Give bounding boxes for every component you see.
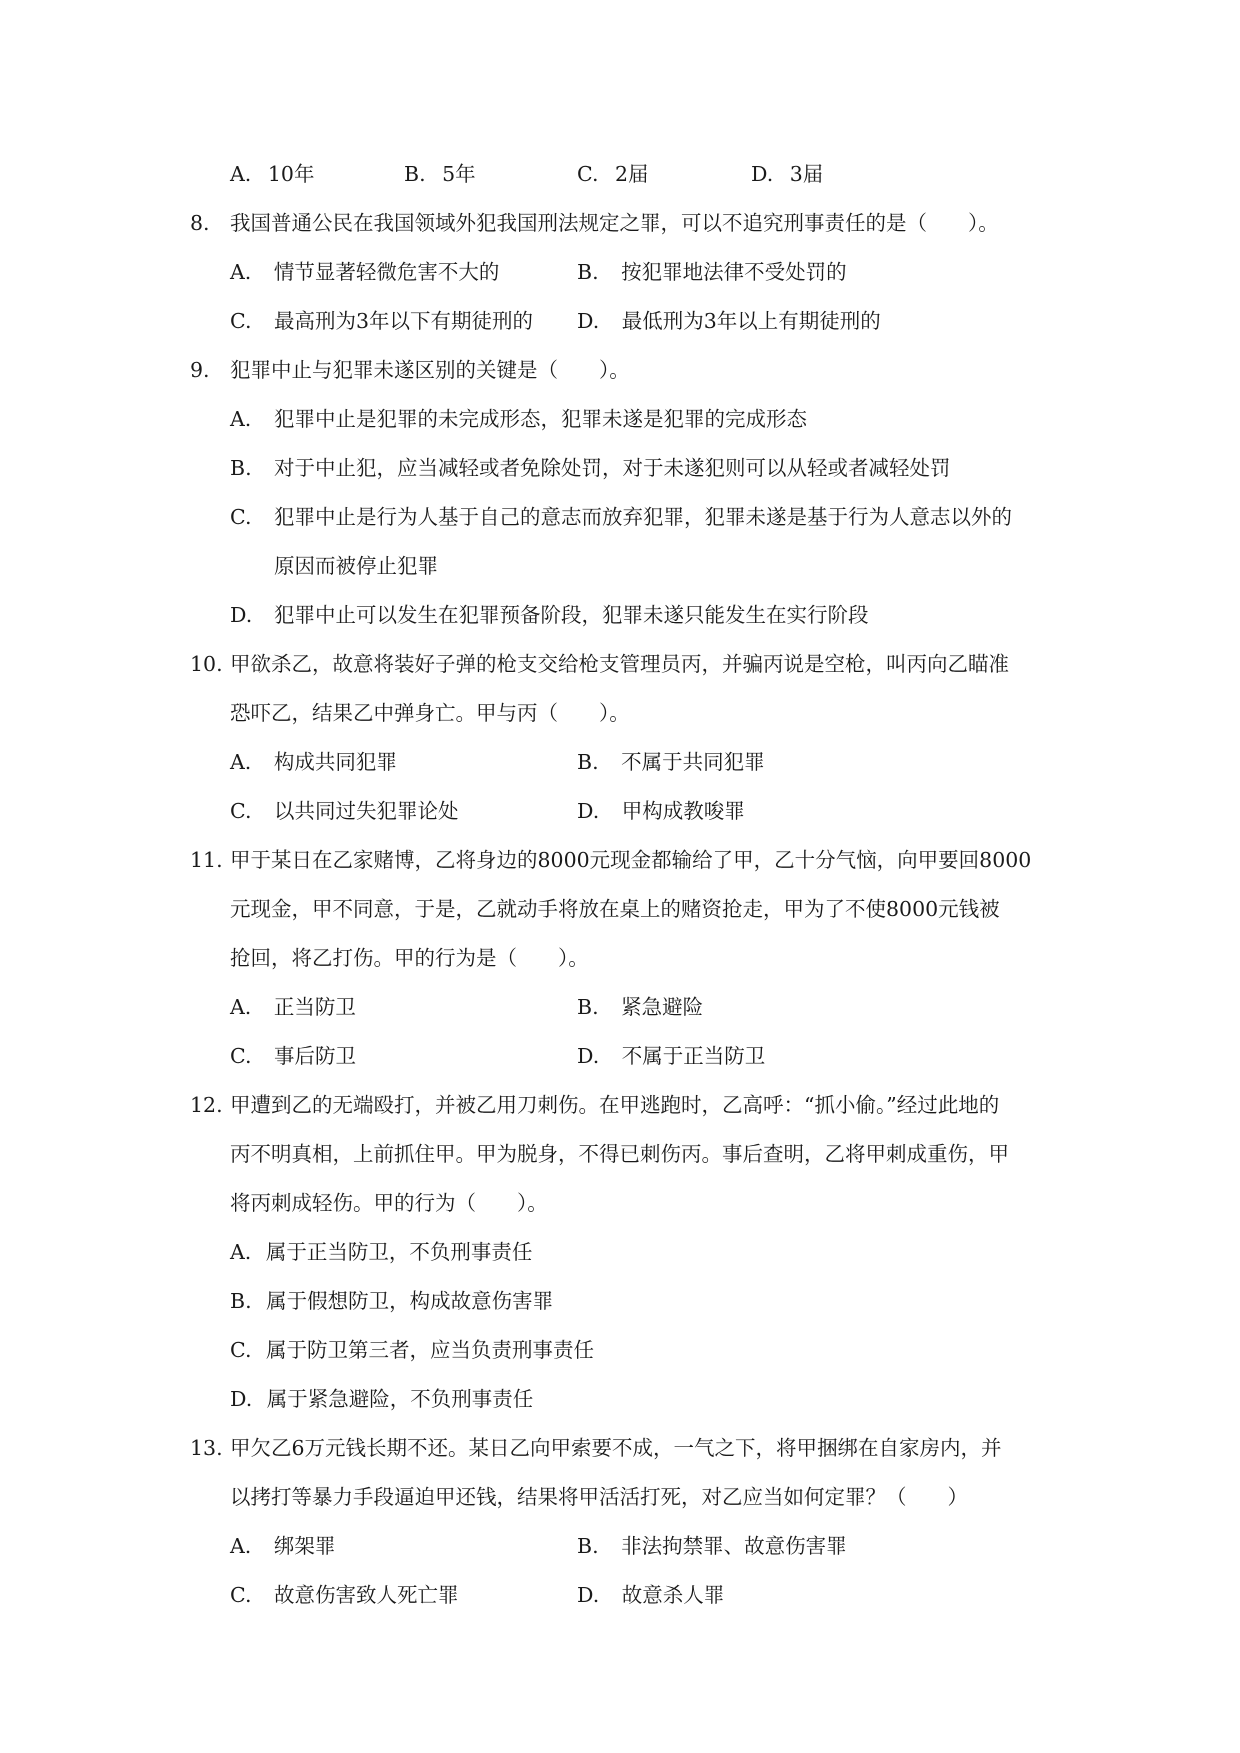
- option-text: 犯罪中止是行为人基于自己的意志而放弃犯罪，犯罪未遂是基于行为人意志以外的: [274, 505, 1012, 529]
- option-text: 最高刑为3年以下有期徒刑的: [274, 309, 534, 333]
- option-text: 事后防卫: [274, 1044, 357, 1068]
- option-letter: C.: [230, 1044, 252, 1068]
- option-text: 对于中止犯，应当减轻或者免除处罚，对于未遂犯则可以从轻或者减轻处罚: [274, 456, 951, 480]
- option-text: 属于正当防卫，不负刑事责任: [265, 1240, 533, 1264]
- option-letter: B.: [577, 750, 599, 774]
- option-letter: C.: [230, 309, 252, 333]
- q9-option-c: [230, 503, 1012, 531]
- option-letter: C.: [230, 1338, 252, 1362]
- q10-number: 10.: [190, 652, 223, 676]
- q7-option-a: [230, 160, 314, 188]
- option-letter: A.: [230, 995, 252, 1019]
- option-text: 最低刑为3年以上有期徒刑的: [621, 309, 881, 333]
- option-text: 不属于正当防卫: [621, 1044, 766, 1068]
- q9-option-c-continuation: 原因而被停止犯罪: [274, 554, 438, 578]
- option-letter: C.: [230, 799, 252, 823]
- option-letter: A.: [230, 1240, 252, 1264]
- q11-stem-line-2: 元现金，甲不同意，于是，乙就动手将放在桌上的赌资抢走，甲为了不使8000元钱被: [230, 897, 1000, 921]
- option-letter: C.: [230, 505, 252, 529]
- option-text: 正当防卫: [273, 995, 356, 1019]
- option-text: 2届: [615, 162, 649, 186]
- q10-option-b: [577, 748, 765, 776]
- option-text: 故意杀人罪: [621, 1583, 725, 1607]
- q10-stem-line-2: 恐吓乙，结果乙中弹身亡。甲与丙（ ）。: [230, 701, 630, 725]
- q10-option-a: [230, 748, 397, 776]
- option-text: 犯罪中止可以发生在犯罪预备阶段，犯罪未遂只能发生在实行阶段: [274, 603, 869, 627]
- option-text: 10年: [267, 162, 315, 186]
- q11-option-d: [577, 1042, 765, 1070]
- q7-option-d: [751, 160, 823, 188]
- option-letter: B.: [577, 1534, 599, 1558]
- q10-option-d: [577, 797, 745, 825]
- option-text: 不属于共同犯罪: [621, 750, 765, 774]
- q11-stem-line-1: 甲于某日在乙家赌博，乙将身边的8000元现金都输给了甲，乙十分气恼，向甲要回8000: [230, 848, 1032, 872]
- option-text: 属于紧急避险，不负刑事责任: [266, 1387, 534, 1411]
- option-text: 按犯罪地法律不受处罚的: [621, 260, 847, 284]
- option-letter: D.: [577, 799, 600, 823]
- q9-number: 9.: [190, 358, 210, 382]
- option-text: 紧急避险: [621, 995, 704, 1019]
- option-text: 甲构成教唆罪: [621, 799, 745, 823]
- q9-stem: 犯罪中止与犯罪未遂区别的关键是（ ）。: [230, 358, 630, 382]
- q12-stem-line-2: 丙不明真相，上前抓住甲。甲为脱身，不得已刺伤丙。事后查明，乙将甲刺成重伤，甲: [230, 1142, 1009, 1166]
- q12-number: 12.: [190, 1093, 223, 1117]
- q8-option-b: [577, 258, 847, 286]
- option-letter: C.: [577, 162, 599, 186]
- option-text: 以共同过失犯罪论处: [274, 799, 459, 823]
- q11-option-b: [577, 993, 703, 1021]
- q9-option-d: [230, 601, 869, 629]
- option-text: 属于防卫第三者，应当负责刑事责任: [266, 1338, 595, 1362]
- option-letter: D.: [751, 162, 774, 186]
- option-text: 5年: [442, 162, 476, 186]
- q7-option-c: [577, 160, 649, 188]
- q10-stem-line-1: 甲欲杀乙，故意将装好子弹的枪支交给枪支管理员丙，并骗丙说是空枪，叫丙向乙瞄准: [230, 652, 1009, 676]
- q8-option-d: [577, 307, 881, 335]
- option-letter: B.: [577, 995, 599, 1019]
- option-letter: C.: [230, 1583, 252, 1607]
- option-letter: B.: [230, 1289, 252, 1313]
- option-text: 3届: [789, 162, 824, 186]
- option-letter: B.: [230, 456, 252, 480]
- q10-option-c: [230, 797, 459, 825]
- q12-stem-line-1: 甲遭到乙的无端殴打，并被乙用刀刺伤。在甲逃跑时，乙高呼：“抓小偷。”经过此地的: [230, 1093, 1000, 1117]
- q7-option-b: [404, 160, 476, 188]
- q9-option-b: [230, 454, 951, 482]
- option-text: 犯罪中止是犯罪的未完成形态，犯罪未遂是犯罪的完成形态: [274, 407, 807, 431]
- q13-stem-line-2: 以拷打等暴力手段逼迫甲还钱，结果将甲活活打死，对乙应当如何定罪？（ ）: [230, 1485, 968, 1509]
- option-letter: D.: [230, 603, 253, 627]
- q8-stem: 我国普通公民在我国领域外犯我国刑法规定之罪，可以不追究刑事责任的是（ ）。: [230, 211, 999, 235]
- q11-option-c: [230, 1042, 356, 1070]
- option-text: 绑架罪: [273, 1534, 336, 1558]
- option-text: 故意伤害致人死亡罪: [274, 1583, 459, 1607]
- option-letter: A.: [230, 407, 252, 431]
- q12-option-c: [230, 1336, 594, 1364]
- q13-option-c: [230, 1581, 459, 1609]
- q13-number: 13.: [190, 1436, 223, 1460]
- q13-stem-line-1: 甲欠乙6万元钱长期不还。某日乙向甲索要不成，一气之下，将甲捆绑在自家房内，并: [230, 1436, 1002, 1460]
- option-text: 非法拘禁罪、故意伤害罪: [621, 1534, 847, 1558]
- option-letter: B.: [577, 260, 599, 284]
- option-letter: D.: [577, 309, 600, 333]
- q13-option-d: [577, 1581, 724, 1609]
- option-letter: D.: [577, 1044, 600, 1068]
- option-text: 构成共同犯罪: [273, 750, 397, 774]
- option-letter: A.: [230, 750, 252, 774]
- q8-option-c: [230, 307, 533, 335]
- q12-option-a: [230, 1238, 532, 1266]
- q8-number: 8.: [190, 211, 210, 235]
- q11-stem-line-3: 抢回，将乙打伤。甲的行为是（ ）。: [230, 946, 589, 970]
- option-text: 情节显著轻微危害不大的: [273, 260, 500, 284]
- q9-option-a: [230, 405, 807, 433]
- option-letter: D.: [577, 1583, 600, 1607]
- q11-option-a: [230, 993, 356, 1021]
- option-text: 属于假想防卫，构成故意伤害罪: [266, 1289, 554, 1313]
- option-letter: A.: [230, 162, 252, 186]
- q12-option-b: [230, 1287, 553, 1315]
- option-letter: A.: [230, 1534, 252, 1558]
- option-letter: D.: [230, 1387, 253, 1411]
- q11-number: 11.: [190, 848, 223, 872]
- q13-option-b: [577, 1532, 847, 1560]
- q13-option-a: [230, 1532, 335, 1560]
- q8-option-a: [230, 258, 499, 286]
- q12-option-d: [230, 1385, 533, 1413]
- q12-stem-line-3: 将丙刺成轻伤。甲的行为（ ）。: [230, 1191, 548, 1215]
- option-letter: A.: [230, 260, 252, 284]
- option-letter: B.: [404, 162, 426, 186]
